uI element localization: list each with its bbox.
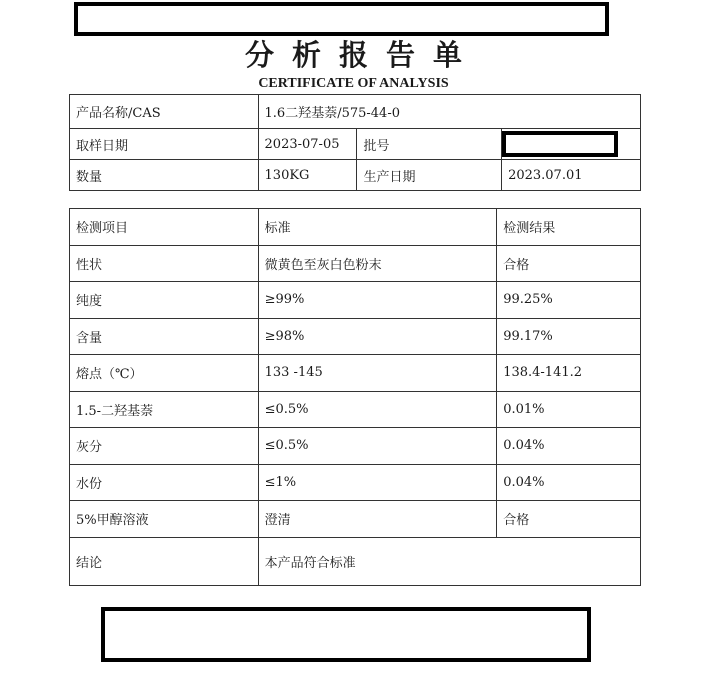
table-row [70,160,641,191]
batch-number-label: 批号 [357,129,502,160]
production-date-value: 2023.07.01 [502,160,641,191]
table-row [70,501,641,538]
product-info-table [69,94,641,191]
test-item: 灰分 [70,428,259,465]
test-result: 99.25% [497,282,641,319]
test-item: 熔点（℃） [70,355,259,392]
table-header-row [70,209,641,246]
document-title-chinese: 分析报告单 [244,38,480,72]
test-result: 138.4-141.2 [497,355,641,392]
test-results-table [69,208,641,586]
sampling-date-value: 2023-07-05 [258,129,357,160]
table-row [70,428,641,465]
table-row [70,464,641,501]
test-item: 5%甲醇溶液 [70,501,259,538]
test-result: 0.01% [497,391,641,428]
quantity-value: 130KG [258,160,357,191]
product-name-value: 1.6二羟基萘/575-44-0 [258,95,640,129]
test-result: 合格 [497,245,641,282]
test-standard: 微黄色至灰白色粉末 [258,245,497,282]
table-row [70,391,641,428]
redacted-header-box [74,2,609,36]
test-item: 1.5-二羟基萘 [70,391,259,428]
test-standard: 澄清 [258,501,497,538]
test-item: 含量 [70,318,259,355]
batch-number-value [502,129,641,160]
column-header-item: 检测项目 [70,209,259,246]
test-standard: ≥98% [258,318,497,355]
test-standard: 133 -145 [258,355,497,392]
document-title-english: CERTIFICATE OF ANALYSIS [258,76,449,91]
test-item: 水份 [70,464,259,501]
test-result: 0.04% [497,464,641,501]
table-row [70,129,641,160]
conclusion-label: 结论 [70,537,259,585]
column-header-standard: 标准 [258,209,497,246]
quantity-label: 数量 [70,160,259,191]
redacted-batch-box [502,131,618,157]
table-row [70,318,641,355]
production-date-label: 生产日期 [357,160,502,191]
test-item: 纯度 [70,282,259,319]
test-item: 性状 [70,245,259,282]
test-result: 0.04% [497,428,641,465]
test-result: 合格 [497,501,641,538]
redacted-footer-box [101,607,591,662]
test-standard: ≤0.5% [258,428,497,465]
table-row [70,95,641,129]
conclusion-row [70,537,641,585]
table-row [70,355,641,392]
test-result: 99.17% [497,318,641,355]
test-standard: ≤1% [258,464,497,501]
conclusion-value: 本产品符合标准 [258,537,640,585]
table-row [70,282,641,319]
test-standard: ≥99% [258,282,497,319]
product-name-label: 产品名称/CAS [70,95,259,129]
column-header-result: 检测结果 [497,209,641,246]
test-standard: ≤0.5% [258,391,497,428]
sampling-date-label: 取样日期 [70,129,259,160]
table-row [70,245,641,282]
